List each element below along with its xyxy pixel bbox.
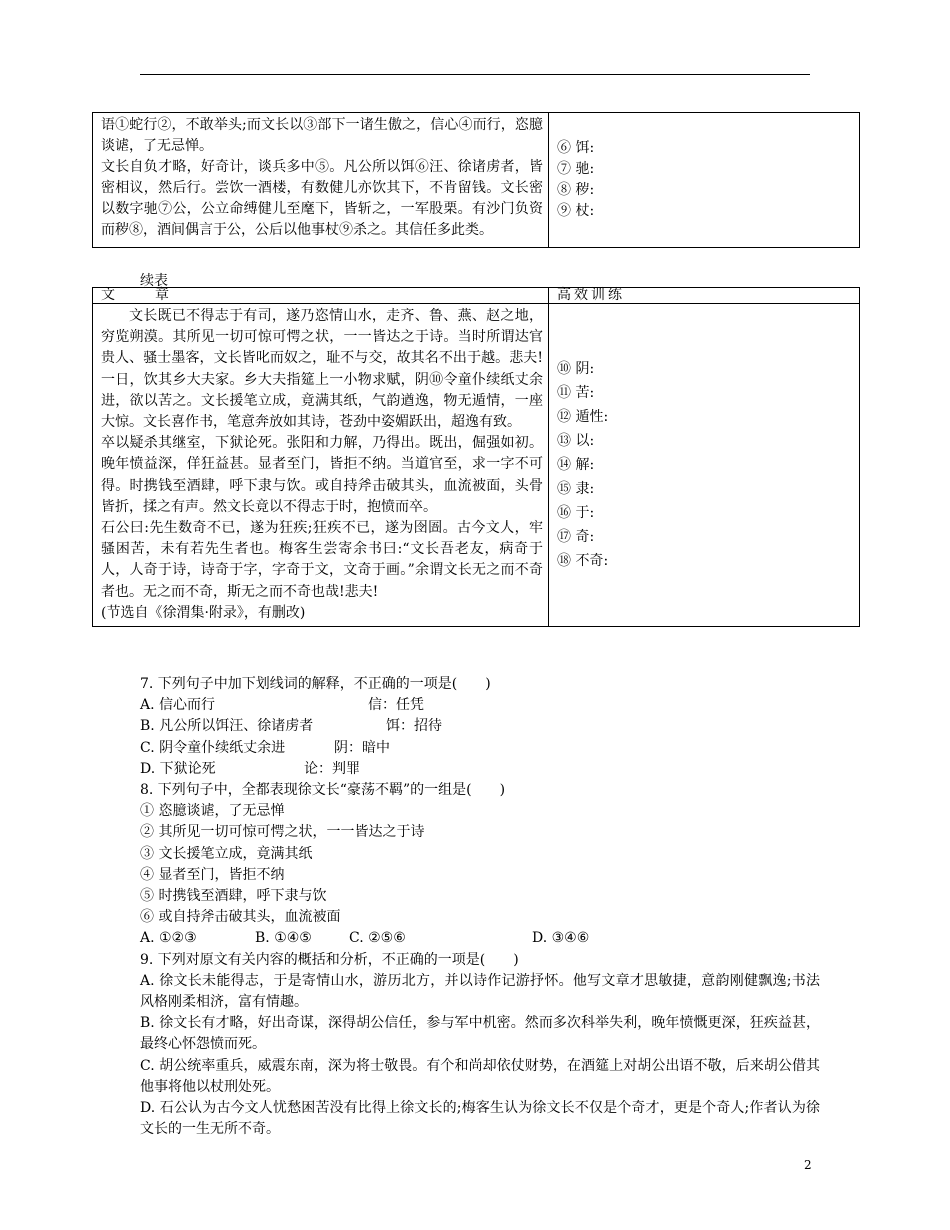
question-8-item: ⑥ 或自持斧击破其头，血流被面 [140, 909, 341, 926]
question-7-stem: 7. 下列句子中加下划线词的解释，不正确的一项是( ) [140, 676, 491, 692]
questions [140, 674, 820, 1140]
training-item: ⑥ 饵: [557, 140, 595, 156]
question-8-item: ⑤ 时携钱至酒肆，呼下隶与饮 [140, 888, 327, 905]
passage-paragraph: 石公曰:先生数奇不已，遂为狂疾;狂疾不已，遂为囹圄。古今文人，牢骚困苦，未有若先生者也。梅客生尝寄余书曰:“文长吾老友，病奇于人，人奇于诗，诗奇于字，字奇于文，文奇于画。”余谓文长无之而不奇者也。无之而不奇，斯无之而不奇也哉!悲夫! [101, 520, 543, 600]
question-9-option: C. 胡公统率重兵，威震东南，深为将士敬畏。有个和尚却依仗财势，在酒筵上对胡公出语不敬，后来胡公借其他事将他以杖刑处死。 [140, 1057, 820, 1095]
question-8-stem: 8. 下列句子中，全都表现徐文长“豪荡不羁”的一组是( ) [140, 782, 506, 799]
option-gloss: 饵：招待 [386, 718, 442, 735]
option-label: C. 阴令童仆续纸丈余进 [140, 739, 286, 756]
option-gloss: 论：判罪 [304, 760, 360, 777]
option-gloss: 阴：暗中 [334, 739, 390, 756]
training-cell [549, 113, 860, 248]
source-note: (节选自《徐渭集·附录》，有删改) [101, 604, 306, 621]
page-number: 2 [804, 1158, 812, 1172]
training-item: ⑮ 隶: [557, 481, 595, 498]
training-item: ⑭ 解: [557, 457, 595, 474]
training-item: ⑨ 杖: [557, 203, 595, 219]
training-item: ⑱ 不奇: [557, 553, 609, 570]
column-header-training: 高效训练 [549, 288, 860, 304]
question-8-item: ② 其所见一切可惊可愕之状，一一皆达之于诗 [140, 824, 425, 841]
question-9-option: D. 石公认为古今文人忧愁困苦没有比得上徐文长的;梅客生认为徐文长不仅是个奇才，更是个奇人;作者认为徐文长的一生无所不奇。 [140, 1100, 820, 1138]
question-7-option [140, 759, 820, 780]
training-item: ⑦ 驰: [557, 161, 595, 177]
question-7-option [140, 695, 820, 716]
passage-table-2 [92, 287, 860, 627]
passage-paragraph: 卒以疑杀其继室，下狱论死。张阳和力解，乃得出。既出，倔强如初。晚年愤益深，佯狂益甚。显者至门，皆拒不纳。当道官至，求一字不可得。时携钱至酒肆，呼下隶与饮。或自持斧击破其头，血流被面，头骨皆折，揉之有声。然文长竟以不得志于时，抱愤而卒。 [101, 435, 543, 515]
question-7-option [140, 716, 820, 737]
option-label: D. 下狱论死 [140, 760, 216, 777]
option-label: B. 凡公所以饵汪、徐诸虏者 [140, 718, 314, 735]
choice-b: B. ①④⑤ [255, 930, 312, 947]
column-header-article: 文 章 [93, 288, 549, 304]
passage-cell [93, 113, 549, 248]
option-gloss: 信：任凭 [368, 697, 424, 714]
table-caption: 续表 [140, 273, 168, 289]
question-8-item: ① 恣臆谈谑，了无忌惮 [140, 803, 285, 820]
training-item: ⑩ 阴: [557, 361, 595, 378]
passage-table-1 [92, 112, 860, 248]
training-item: ⑬ 以: [557, 433, 595, 450]
passage-cell [93, 304, 549, 627]
training-item: ⑪ 苦: [557, 385, 595, 402]
question-9-option: A. 徐文长未能得志，于是寄情山水，游历北方，并以诗作记游抒怀。他写文章才思敏捷，意韵刚健飘逸;书法风格刚柔相济，富有情趣。 [140, 972, 820, 1011]
training-item: ⑫ 遁性: [557, 409, 609, 426]
passage-paragraph: 语①蛇行②，不敢举头;而文长以③部下一诸生傲之，信心④而行，恣臆谈谑，了无忌惮。 [101, 117, 543, 154]
training-cell [549, 304, 860, 627]
passage-paragraph: 文长既已不得志于有司，遂乃恣情山水，走齐、鲁、燕、赵之地，穷览朔漠。其所见一切可惊可愕之状，一一皆达之于诗。当时所谓达官贵人、骚士墨客，文长皆叱而奴之，耻不与交，故其名不出于越。悲夫!一日，饮其乡大夫家。乡大夫指筵上一小物求赋，阴⑩令童仆续纸丈余进，欲以苦之。文长援笔立成，竟满其纸，气韵遒逸，物无遁情，一座大惊。文长喜作书，笔意奔放如其诗，苍劲中姿媚跃出，超逸有致。 [101, 308, 543, 431]
choice-a: A. ①②③ [140, 930, 197, 947]
question-8-choices [140, 928, 820, 949]
training-item: ⑰ 奇: [557, 529, 595, 546]
question-8-item: ④ 显者至门，皆拒不纳 [140, 866, 285, 883]
option-label: A. 信心而行 [140, 697, 216, 714]
question-8-item: ③ 文长援笔立成，竟满其纸 [140, 845, 313, 862]
question-9-stem: 9. 下列对原文有关内容的概括和分析，不正确的一项是( ) [140, 951, 519, 968]
question-9-option: B. 徐文长有才略，好出奇谋，深得胡公信任，参与军中机密。然而多次科举失利，晚年愤慨更深，狂疾益甚，最终心怀怨愤而死。 [140, 1015, 820, 1053]
training-item: ⑧ 秽: [557, 182, 595, 198]
header-rule [140, 74, 810, 75]
training-item: ⑯ 于: [557, 505, 595, 522]
choice-c: C. ②⑤⑥ [349, 930, 406, 947]
choice-d: D. ③④⑥ [532, 930, 590, 947]
question-7-option [140, 738, 820, 759]
passage-paragraph: 文长自负才略，好奇计，谈兵多中⑤。凡公所以饵⑥汪、徐诸虏者，皆密相议，然后行。尝饮一酒楼，有数健儿亦饮其下，不肯留钱。文长密以数字驰⑦公，公立命缚健儿至麾下，皆斩之，一军股栗。有沙门负资而秽⑧，酒间偶言于公，公后以他事杖⑨杀之。其信任多此类。 [101, 159, 543, 238]
